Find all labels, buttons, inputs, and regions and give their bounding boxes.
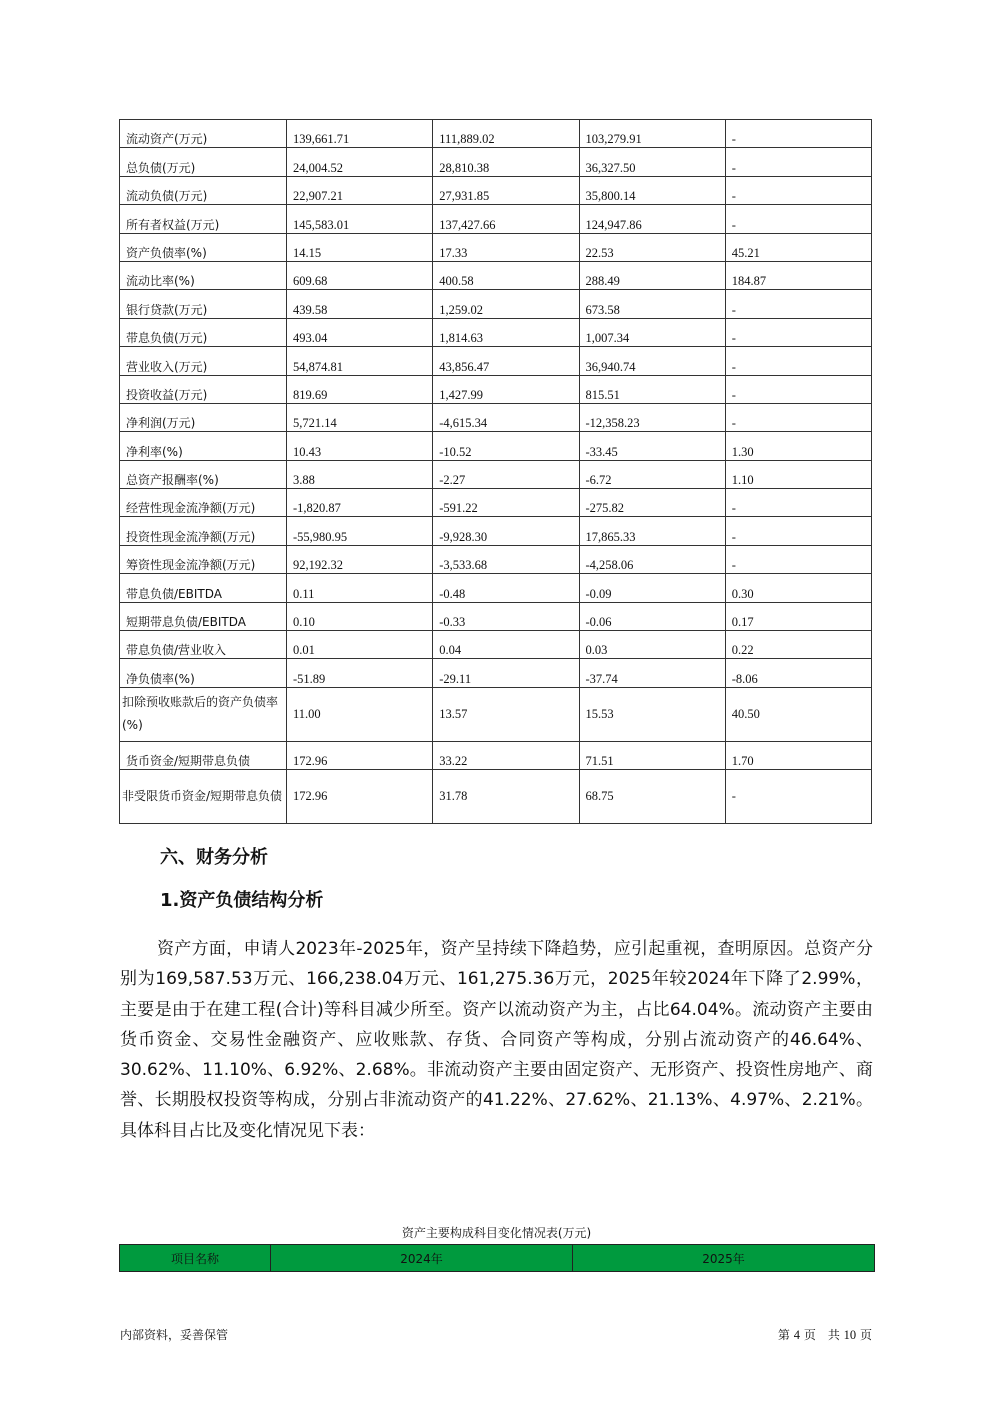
asset-composition-table xyxy=(119,1244,875,1272)
cell-value: 0.22 xyxy=(725,631,871,659)
cell-value: 493.04 xyxy=(287,318,433,346)
row-label: 货币资金/短期带息负债 xyxy=(120,741,287,769)
cell-value: 36,940.74 xyxy=(579,347,725,375)
cell-value: 1.70 xyxy=(725,741,871,769)
cell-value: -4,615.34 xyxy=(433,403,579,431)
cell-value: 184.87 xyxy=(725,261,871,289)
cell-value: - xyxy=(725,403,871,431)
section-title: 六、财务分析 xyxy=(160,847,268,868)
header-item-name: 项目名称 xyxy=(120,1245,271,1272)
cell-value: 1,259.02 xyxy=(433,290,579,318)
cell-value: 10.43 xyxy=(287,432,433,460)
cell-value: -29.11 xyxy=(433,659,579,687)
cell-value: -3,533.68 xyxy=(433,545,579,573)
cell-value: 27,931.85 xyxy=(433,176,579,204)
table-row xyxy=(120,176,872,204)
cell-value: 609.68 xyxy=(287,261,433,289)
footer-page-number xyxy=(778,1326,872,1343)
cell-value: 1.10 xyxy=(725,460,871,488)
cell-value: 0.30 xyxy=(725,574,871,602)
cell-value: -0.33 xyxy=(433,602,579,630)
page-mid: 页 共 xyxy=(803,1328,840,1342)
row-label: 带息负债/EBITDA xyxy=(120,574,287,602)
table-row xyxy=(120,545,872,573)
analysis-paragraph: 资产方面，申请人2023年-2025年，资产呈持续下降趋势，应引起重视，查明原因。总资产分别为169,587.53万元、166,238.04万元、161,275.36万元，2025年较2024年下降了2.99%，主要是由于在建工程(合计)等科目减少所至。资产以流动资产为主，占比64.04%。流动资产主要由货币资金、交易性金融资产、应收账款、存货、合同资产等构成，分别占流动资产的46.64%、30.62%、11.10%、6.92%、2.68%。非流动资产主要由固定资产、无形资产、投资性房地产、商誉、长期股权投资等构成，分别占非流动资产的41.22%、27.62%、21.13%、4.97%、2.21%。具体科目占比及变化情况见下表： xyxy=(120,939,873,1141)
row-label: 投资收益(万元) xyxy=(120,375,287,403)
cell-value: 172.96 xyxy=(287,741,433,769)
cell-value: 1,007.34 xyxy=(579,318,725,346)
cell-value: -51.89 xyxy=(287,659,433,687)
cell-value: 0.11 xyxy=(287,574,433,602)
page-total: 10 xyxy=(843,1328,857,1342)
row-label: 总负债(万元) xyxy=(120,148,287,176)
row-label: 经营性现金流净额(万元) xyxy=(120,489,287,517)
cell-value: -55,980.95 xyxy=(287,517,433,545)
header-2024: 2024年 xyxy=(271,1245,573,1272)
row-label: 带息负债/营业收入 xyxy=(120,631,287,659)
header-2025: 2025年 xyxy=(573,1245,875,1272)
cell-value: 15.53 xyxy=(579,687,725,741)
cell-value: 3.88 xyxy=(287,460,433,488)
cell-value: -9,928.30 xyxy=(433,517,579,545)
row-label: 所有者权益(万元) xyxy=(120,205,287,233)
cell-value: 43,856.47 xyxy=(433,347,579,375)
cell-value: 13.57 xyxy=(433,687,579,741)
table-row xyxy=(120,347,872,375)
table-row xyxy=(120,631,872,659)
table-row xyxy=(120,659,872,687)
cell-value: -0.06 xyxy=(579,602,725,630)
table-row xyxy=(120,290,872,318)
footer-confidential-note: 内部资料，妥善保管 xyxy=(120,1328,229,1342)
cell-value: 35,800.14 xyxy=(579,176,725,204)
cell-value: -1,820.87 xyxy=(287,489,433,517)
page-current: 4 xyxy=(793,1328,800,1342)
cell-value: -275.82 xyxy=(579,489,725,517)
cell-value: -8.06 xyxy=(725,659,871,687)
table-row xyxy=(120,460,872,488)
cell-value: 0.17 xyxy=(725,602,871,630)
cell-value: - xyxy=(725,517,871,545)
cell-value: 139,661.71 xyxy=(287,120,433,148)
cell-value: 124,947.86 xyxy=(579,205,725,233)
cell-value: - xyxy=(725,770,871,824)
cell-value: 1,814.63 xyxy=(433,318,579,346)
row-label: 筹资性现金流净额(万元) xyxy=(120,545,287,573)
cell-value: 71.51 xyxy=(579,741,725,769)
cell-value: - xyxy=(725,545,871,573)
table-row xyxy=(120,120,872,148)
cell-value: - xyxy=(725,290,871,318)
cell-value: - xyxy=(725,318,871,346)
table-caption: 资产主要构成科目变化情况表(万元) xyxy=(401,1226,592,1240)
table-row xyxy=(120,261,872,289)
table-row xyxy=(120,375,872,403)
cell-value: 819.69 xyxy=(287,375,433,403)
cell-value: 439.58 xyxy=(287,290,433,318)
cell-value: 17,865.33 xyxy=(579,517,725,545)
cell-value: 0.03 xyxy=(579,631,725,659)
row-label: 带息负债(万元) xyxy=(120,318,287,346)
row-label: 净利率(%) xyxy=(120,432,287,460)
row-label: 营业收入(万元) xyxy=(120,347,287,375)
cell-value: - xyxy=(725,489,871,517)
cell-value: -0.09 xyxy=(579,574,725,602)
cell-value: 5,721.14 xyxy=(287,403,433,431)
financial-metrics-table xyxy=(119,119,872,824)
table-row xyxy=(120,205,872,233)
cell-value: 17.33 xyxy=(433,233,579,261)
row-label: 总资产报酬率(%) xyxy=(120,460,287,488)
cell-value: 137,427.66 xyxy=(433,205,579,233)
cell-value: 22,907.21 xyxy=(287,176,433,204)
table-header-row xyxy=(120,1245,875,1272)
cell-value: - xyxy=(725,375,871,403)
cell-value: -591.22 xyxy=(433,489,579,517)
cell-value: 172.96 xyxy=(287,770,433,824)
cell-value: 111,889.02 xyxy=(433,120,579,148)
table-row xyxy=(120,432,872,460)
cell-value: 36,327.50 xyxy=(579,148,725,176)
table-row xyxy=(120,318,872,346)
cell-value: -0.48 xyxy=(433,574,579,602)
cell-value: 103,279.91 xyxy=(579,120,725,148)
row-label: 净负债率(%) xyxy=(120,659,287,687)
row-label: 流动负债(万元) xyxy=(120,176,287,204)
cell-value: 673.58 xyxy=(579,290,725,318)
cell-value: -6.72 xyxy=(579,460,725,488)
cell-value: 400.58 xyxy=(433,261,579,289)
cell-value: 0.04 xyxy=(433,631,579,659)
table-row xyxy=(120,770,872,824)
cell-value: 33.22 xyxy=(433,741,579,769)
cell-value: -37.74 xyxy=(579,659,725,687)
cell-value: 45.21 xyxy=(725,233,871,261)
row-label: 投资性现金流净额(万元) xyxy=(120,517,287,545)
cell-value: 54,874.81 xyxy=(287,347,433,375)
row-label: 流动资产(万元) xyxy=(120,120,287,148)
cell-value: 24,004.52 xyxy=(287,148,433,176)
cell-value: - xyxy=(725,120,871,148)
row-label: 资产负债率(%) xyxy=(120,233,287,261)
cell-value: 288.49 xyxy=(579,261,725,289)
cell-value: - xyxy=(725,148,871,176)
cell-value: 14.15 xyxy=(287,233,433,261)
cell-value: 11.00 xyxy=(287,687,433,741)
cell-value: 22.53 xyxy=(579,233,725,261)
cell-value: -2.27 xyxy=(433,460,579,488)
row-label: 扣除预收账款后的资产负债率(%) xyxy=(120,687,287,741)
cell-value: 31.78 xyxy=(433,770,579,824)
row-label: 银行贷款(万元) xyxy=(120,290,287,318)
table-row xyxy=(120,687,872,741)
cell-value: 0.01 xyxy=(287,631,433,659)
cell-value: 92,192.32 xyxy=(287,545,433,573)
cell-value: -4,258.06 xyxy=(579,545,725,573)
table-row xyxy=(120,517,872,545)
cell-value: 1.30 xyxy=(725,432,871,460)
cell-value: -12,358.23 xyxy=(579,403,725,431)
cell-value: -10.52 xyxy=(433,432,579,460)
cell-value: -33.45 xyxy=(579,432,725,460)
table-row xyxy=(120,233,872,261)
row-label: 非受限货币资金/短期带息负债 xyxy=(120,770,287,824)
table-row xyxy=(120,403,872,431)
table-row xyxy=(120,574,872,602)
page-prefix: 第 xyxy=(777,1328,790,1342)
cell-value: 0.10 xyxy=(287,602,433,630)
row-label: 流动比率(%) xyxy=(120,261,287,289)
cell-value: 40.50 xyxy=(725,687,871,741)
table-row xyxy=(120,741,872,769)
cell-value: 815.51 xyxy=(579,375,725,403)
subsection-title: 1.资产负债结构分析 xyxy=(160,890,324,911)
row-label: 短期带息负债/EBITDA xyxy=(120,602,287,630)
cell-value: 145,583.01 xyxy=(287,205,433,233)
cell-value: - xyxy=(725,205,871,233)
page-suffix: 页 xyxy=(859,1328,872,1342)
table-row xyxy=(120,602,872,630)
cell-value: - xyxy=(725,176,871,204)
table-row xyxy=(120,148,872,176)
cell-value: 28,810.38 xyxy=(433,148,579,176)
row-label: 净利润(万元) xyxy=(120,403,287,431)
cell-value: 68.75 xyxy=(579,770,725,824)
cell-value: 1,427.99 xyxy=(433,375,579,403)
table-row xyxy=(120,489,872,517)
cell-value: - xyxy=(725,347,871,375)
